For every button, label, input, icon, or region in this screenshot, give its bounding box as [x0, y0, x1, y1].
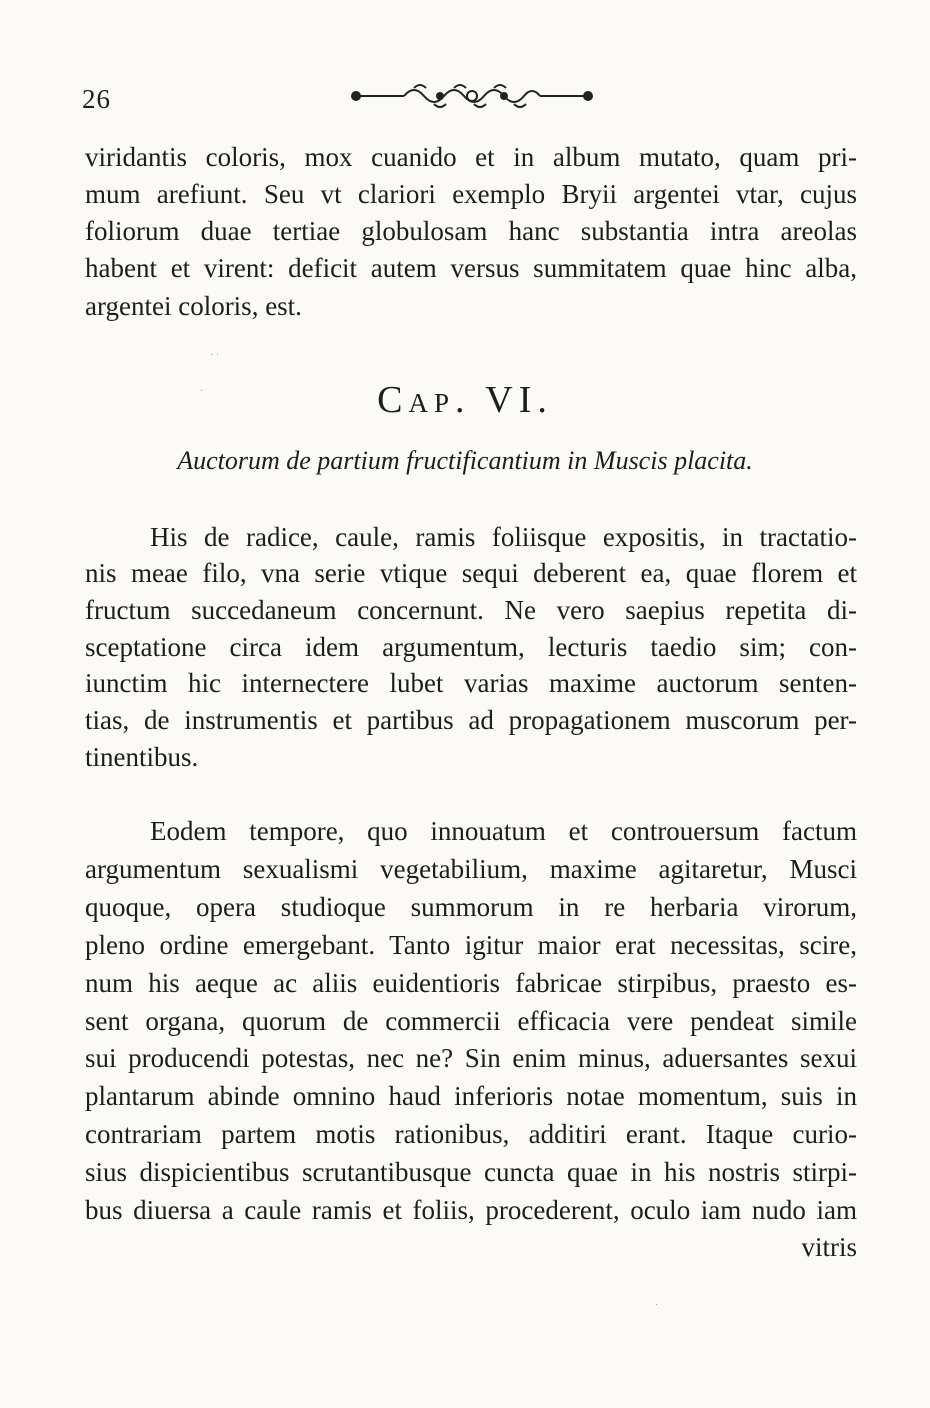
text-line: habent et virent: deficit autem versus summitatem quae hinc alba,	[85, 253, 857, 283]
text-line: viridantis coloris, mox cuanido et in album mutato, quam pri-	[85, 142, 857, 172]
page-number: 26	[82, 84, 111, 114]
text-line: quoque, opera studioque summorum in re herbaria virorum,	[85, 892, 857, 922]
text-line: sui producendi potestas, nec ne? Sin enim minus, aduersantes sexui	[85, 1043, 857, 1073]
text-line: argentei coloris, est.	[85, 291, 302, 321]
text-line: pleno ordine emergebant. Tanto igitur maior erat necessitas, scire,	[85, 930, 857, 960]
page-header	[82, 78, 862, 118]
text-line: foliorum duae tertiae globulosam hanc substantia intra areolas	[85, 216, 857, 246]
catchword: vitris	[801, 1232, 857, 1262]
text-line: Eodem tempore, quo innouatum et controuersum factum	[150, 816, 857, 846]
text-line: tinentibus.	[85, 742, 199, 772]
text-line: nis meae filo, vna serie vtique sequi deberent ea, quae florem et	[85, 558, 857, 588]
text-line: argumentum sexualismi vegetabilium, maxime agitaretur, Musci	[85, 854, 857, 884]
text-line: mum arefiunt. Seu vt clariori exemplo Bryii argentei vtar, cujus	[85, 179, 857, 209]
print-speck: ·	[200, 386, 204, 397]
text-line: iunctim hic internectere lubet varias maxime auctorum senten-	[85, 668, 857, 698]
chapter-title: Cap. VI.	[377, 379, 553, 421]
chapter-subtitle: Auctorum de partium fructificantium in Muscis placita.	[177, 446, 753, 475]
text-line: plantarum abinde omnino haud inferioris notae momentum, suis in	[85, 1081, 857, 1111]
text-line: tias, de instrumentis et partibus ad propagationem muscorum per-	[85, 705, 857, 735]
print-speck: · ·	[210, 350, 220, 361]
print-speck: ·	[655, 1300, 659, 1311]
text-line: contrariam partem motis rationibus, additiri erant. Itaque curio-	[85, 1119, 857, 1149]
text-line: sius dispicientibus scrutantibusque cuncta quae in his nostris stirpi-	[85, 1157, 857, 1187]
text-line: His de radice, caule, ramis foliisque expositis, in tractatio-	[150, 522, 857, 552]
typographic-ornament-icon	[344, 78, 600, 114]
text-line: sceptatione circa idem argumentum, lecturis taedio sim; con-	[85, 632, 857, 662]
text-line: fructum succedaneum concernunt. Ne vero saepius repetita di-	[85, 595, 857, 625]
text-line: num his aeque ac aliis euidentioris fabricae stirpibus, praesto es-	[85, 968, 857, 998]
text-line: bus diuersa a caule ramis et foliis, procederent, oculo iam nudo iam	[85, 1195, 857, 1225]
text-line: sent organa, quorum de commercii efficacia vere pendeat simile	[85, 1006, 857, 1036]
